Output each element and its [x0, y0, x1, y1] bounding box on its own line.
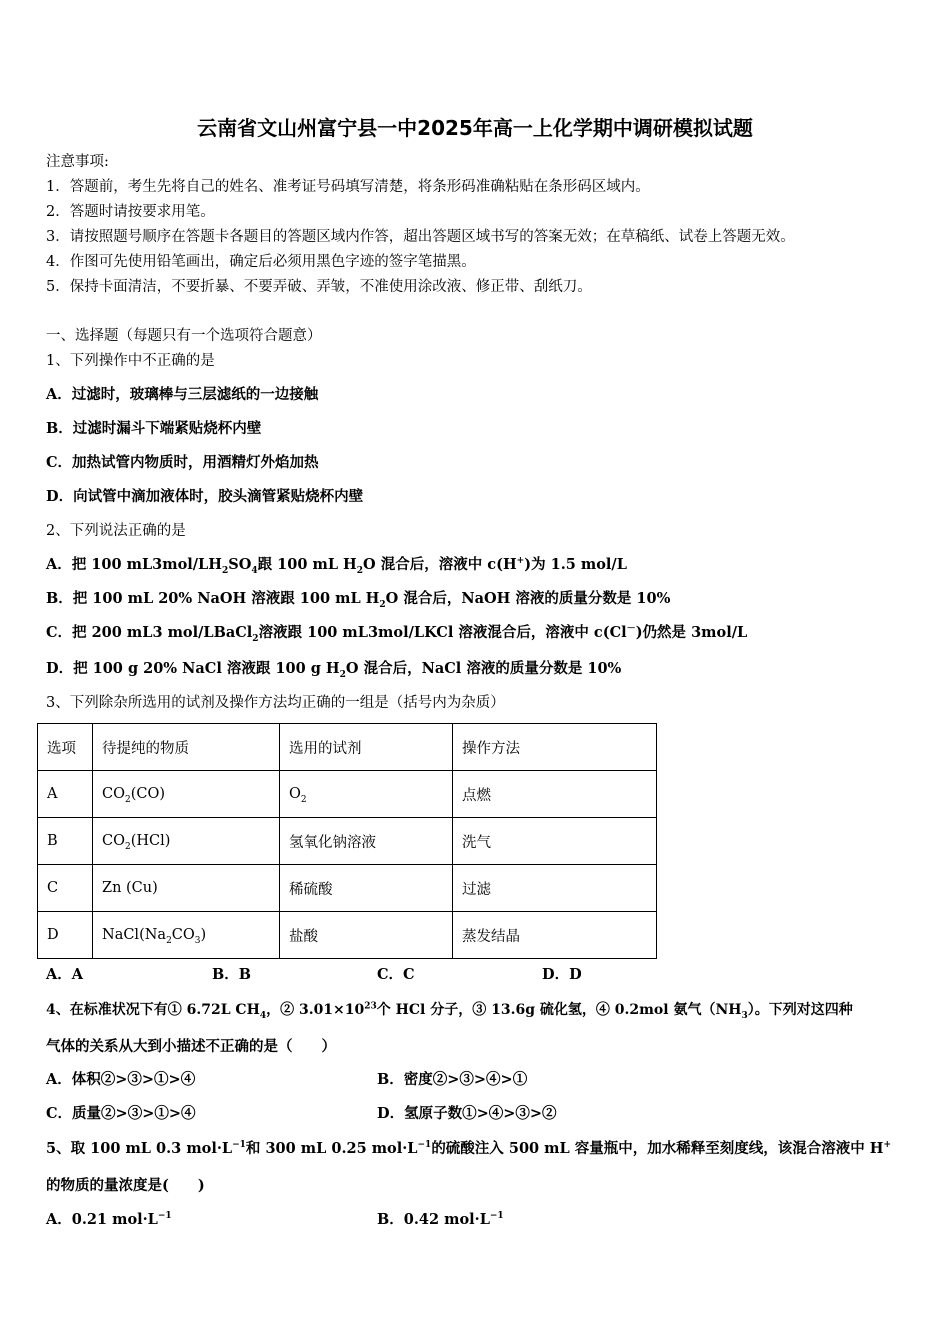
table-cell: C — [38, 865, 93, 912]
q1-option-a: A．过滤时，玻璃棒与三层滤纸的一边接触 — [46, 386, 319, 403]
notice-item: 1．答题前，考生先将自己的姓名、准考证号码填写清楚，将条形码准确粘贴在条形码区域内。 — [46, 179, 650, 195]
table-cell: Zn (Cu) — [93, 865, 280, 912]
q2-option-c: C．把 200 mL3 mol/LBaCl$_2$溶液跟 100 mL3mol/LKCl 溶液混合后，溶液中 c(Cl－)仍然是 3mol/L — [46, 624, 748, 644]
table-cell: $CO_2(HCl)$ — [93, 818, 280, 865]
table-cell: $NaCl(Na_2CO_3)$ — [93, 912, 280, 959]
table-row — [38, 771, 657, 818]
table-cell: 稀硫酸 — [280, 865, 453, 912]
page-title: 云南省文山州富宁县一中2025年高一上化学期中调研模拟试题 — [197, 116, 753, 140]
notice-item: 5．保持卡面清洁，不要折暴、不要弄破、弄皱，不准使用涂改液、修正带、刮纸刀。 — [46, 279, 592, 295]
table-cell: 蒸发结晶 — [453, 912, 657, 959]
notice-item: 3．请按照题号顺序在答题卡各题目的答题区域内作答，超出答题区域书写的答案无效；在草稿纸、试卷上答题无效。 — [46, 229, 795, 245]
notice-heading: 注意事项: — [46, 154, 109, 170]
q3-answer-c: C．C — [377, 966, 415, 983]
q2-option-a: A．把 100 $mL3mol/LH_2SO_4$跟 100 mL $H_2O$ 混合后，溶液中 c(H+)为 1.5 mol/L — [46, 556, 627, 576]
table-header-cell: 选项 — [38, 724, 93, 771]
q2-option-b: B．把 100 mL 20% NaOH 溶液跟 100 mL $H_2O$ 混合后，NaOH 溶液的质量分数是 10% — [46, 590, 671, 610]
q5-option-b: B．0.42 $mol\cdot L^{-1}$ — [377, 1211, 504, 1228]
q1-option-b: B．过滤时漏斗下端紧贴烧杯内壁 — [46, 420, 262, 437]
q5-stem: 5、取 100 mL 0.3 $mol\cdot L^{-1}$和 300 mL 0.25 $mol\cdot L^{-1}$的硫酸注入 500 mL 容量瓶中，加水稀释至刻度线，该混合溶液中 H+ — [46, 1140, 892, 1157]
q3-table — [37, 723, 657, 959]
q1-option-c: C．加热试管内物质时，用酒精灯外焰加热 — [46, 454, 319, 471]
q4-option-a: A．体积②>③>①>④ — [46, 1071, 196, 1088]
q4-option-c: C．质量②>③>①>④ — [46, 1105, 196, 1122]
q4-stem-cont: 气体的关系从大到小描述不正确的是（ ） — [46, 1038, 336, 1055]
table-header-cell: 操作方法 — [453, 724, 657, 771]
q4-stem: 4、在标准状况下有① 6.72L $CH_4$，② $3.01\times 10^{23}$个 HCl 分子，③ 13.6g 硫化氢，④ 0.2mol 氨气$(NH_3)$。下列对这四种 — [46, 1001, 853, 1021]
table-cell: A — [38, 771, 93, 818]
table-cell: D — [38, 912, 93, 959]
q3-answer-a: A．A — [46, 966, 84, 983]
table-row — [38, 912, 657, 959]
q3-answer-d: D．D — [542, 966, 582, 983]
table-header-cell: 选用的试剂 — [280, 724, 453, 771]
table-header-cell: 待提纯的物质 — [93, 724, 280, 771]
q2-option-d: D．把 100 g 20% NaCl 溶液跟 100 g $H_2O$ 混合后，NaCl 溶液的质量分数是 10% — [46, 660, 622, 680]
table-cell: 氢氧化钠溶液 — [280, 818, 453, 865]
q3-stem: 3、下列除杂所选用的试剂及操作方法均正确的一组是（括号内为杂质） — [46, 695, 505, 711]
table-cell: 过滤 — [453, 865, 657, 912]
q4-option-d: D．氢原子数①>④>③>② — [377, 1105, 557, 1122]
notice-item: 4．作图可先使用铅笔画出，确定后必须用黑色字迹的签字笔描黑。 — [46, 254, 476, 270]
table-row — [38, 818, 657, 865]
q2-stem: 2、下列说法正确的是 — [46, 523, 186, 539]
table-cell: 点燃 — [453, 771, 657, 818]
q1-stem: 1、下列操作中不正确的是 — [46, 353, 215, 369]
table-cell: 洗气 — [453, 818, 657, 865]
table-cell: B — [38, 818, 93, 865]
notice-item: 2．答题时请按要求用笔。 — [46, 204, 215, 220]
q3-answer-b: B．B — [212, 966, 252, 983]
q4-option-b: B．密度②>③>④>① — [377, 1071, 528, 1088]
table-header-row — [38, 724, 657, 771]
q5-option-a: A．0.21 $mol\cdot L^{-1}$ — [46, 1211, 172, 1228]
q5-stem-cont: 的物质的量浓度是( ) — [46, 1177, 205, 1194]
table-cell: $CO_2(CO)$ — [93, 771, 280, 818]
table-row — [38, 865, 657, 912]
table-cell: 盐酸 — [280, 912, 453, 959]
q1-option-d: D．向试管中滴加液体时，胶头滴管紧贴烧杯内壁 — [46, 488, 364, 505]
section-heading: 一、选择题（每题只有一个选项符合题意） — [46, 328, 322, 344]
table-cell: $O_2$ — [280, 771, 453, 818]
